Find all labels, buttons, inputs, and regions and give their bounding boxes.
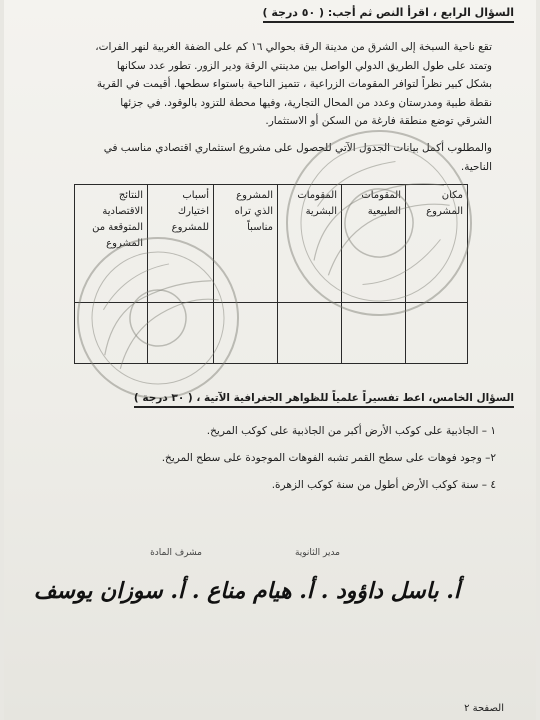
principal-signature-title: مدير الثانوية xyxy=(294,548,340,558)
table-answer-row xyxy=(75,303,468,364)
project-table xyxy=(74,184,468,364)
header-human-factors: المقومات البشرية xyxy=(278,185,342,303)
header-expected-results: النتائج الاقتصادية المتوقعة من المشروع xyxy=(75,185,148,303)
answer-cell[interactable] xyxy=(278,303,342,364)
exam-page xyxy=(4,0,536,720)
passage-line: تقع ناحية السبخة إلى الشرق من مدينة الرقة بحوالي ١٦ كم على الضفة الغربية لنهر الفرات، xyxy=(95,41,492,53)
passage-line: الشرقي توضع منطقة فارغة من السكن أو الاستثمار. xyxy=(265,115,492,128)
list-item: ٤ – سنة كوكب الأرض أطول من سنة كوكب الزهرة. xyxy=(271,479,496,491)
header-project-location: مكان المشروع xyxy=(406,185,468,303)
question-5-heading: السؤال الخامس، اعط تفسيراً علمياً للظواهر الجغرافية الآتية ، ( ٣٠ درجة ) xyxy=(134,392,514,408)
passage-line: بشكل كبير نظراً لتوافر المقومات الزراعية ، تتميز الناحية باستواء سطحها. أقيمت في القرية xyxy=(96,78,492,91)
answer-cell[interactable] xyxy=(148,303,214,364)
header-natural-factors: المقومات الطبيعية xyxy=(342,185,406,303)
question-5-list xyxy=(56,418,496,499)
task-line: والمطلوب أكمل بيانات الجدول الآتي للحصول على مشروع استثماري اقتصادي مناسب في xyxy=(103,141,492,154)
list-item: ٢– وجود فوهات على سطح القمر تشبه الفوهات الموجودة على سطح المريخ. xyxy=(161,452,496,464)
list-item: ١ – الجاذبية على كوكب الأرض أكبر من الجاذبية على كوكب المريخ. xyxy=(206,425,496,437)
answer-cell[interactable] xyxy=(214,303,278,364)
header-selection-reasons: أسباب اختيارك للمشروع xyxy=(148,185,214,303)
passage-line: نقطة طبية ومدرستان وعدد من المحال التجارية، وفيها محطة للتزود بالوقود. في جزئها xyxy=(120,96,492,109)
task-line: الناحية. xyxy=(460,160,492,173)
answer-cell[interactable] xyxy=(342,303,406,364)
passage-line: وتمتد على طول الطريق الدولي الواصل بين مدينتي الرقة ودير الزور. تطور عدد سكانها xyxy=(116,59,492,72)
teachers-names: أ. باسل داؤود . أ. هيام مناع . أ. سوزان يوسف xyxy=(33,578,460,604)
header-suitable-project: المشروع الذي تراه مناسباً xyxy=(214,185,278,303)
paragraph-gap xyxy=(52,131,492,139)
page-number: الصفحة ٢ xyxy=(464,703,504,714)
supervisor-signature-title: مشرف المادة xyxy=(150,548,202,558)
question-4-heading: السؤال الرابع ، اقرأ النص ثم أجب: ( ٥٠ درجة ) xyxy=(263,6,515,23)
question-4-passage xyxy=(52,38,492,176)
answer-cell[interactable] xyxy=(75,303,148,364)
table-header-row xyxy=(75,185,468,303)
answer-cell[interactable] xyxy=(406,303,468,364)
